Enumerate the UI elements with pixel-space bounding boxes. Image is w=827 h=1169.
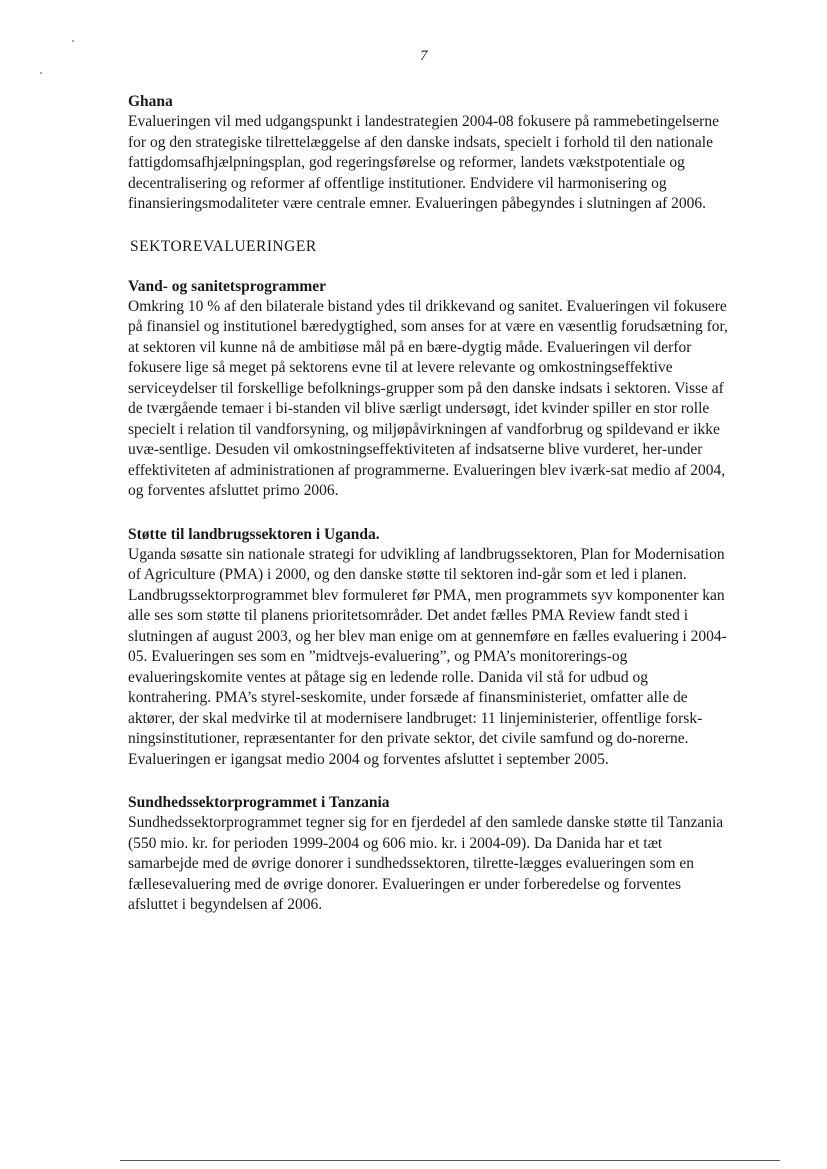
section-text-ghana: Evalueringen vil med udgangspunkt i landestrategien 2004-08 fokusere på rammebetingelserne for og den strategiske tilrettelæggelse af den danske indsats, specielt i forhold til den nationale fattigdomsafhjælpningsplan, god regeringsførelse og reformer, landets vækstpotentiale og decentralisering og reformer af offentlige institutioner. Endvidere vil harmonisering og finansieringsmodaliteter være centrale emner. Evalueringen påbegyndes i slutningen af 2006. xyxy=(128,113,719,212)
section-text-uganda: Uganda søsatte sin nationale strategi for udvikling af landbrugssektoren, Plan for Modernisation of Agriculture (PMA) i 2000, og den danske støtte til sektoren ind-går som et led i planen. Landbrugssektorprogrammet blev formuleret før PMA, men programmets syv komponenter kan alle ses som støtte til planens prioritetsområder. Det andet fælles PMA Review fandt sted i slutningen af august 2003, og her blev man enige om at gennemføre en fælles evaluering i 2004-05. Evalueringen ses som en ”midtvejs-evaluering”, og PMA’s monitorerings-og evalueringskomite ventes at påtage sig en ledende rolle. Danida vil stå for udbud og kontrahering. PMA’s styrel-seskomite, under forsæde af finansministeriet, omfatter alle de aktører, der skal medvirke til at modernisere landbruget: 11 linjeministerier, offentlige forsk-ningsinstitutioner, repræsentanter for den private sektor, det civile samfund og do-norerne. Evalueringen er igangsat medio 2004 og forventes afsluttet i september 2005. xyxy=(128,545,727,768)
document-body xyxy=(128,92,728,939)
section-water xyxy=(128,277,728,502)
section-uganda xyxy=(128,525,728,771)
section-title-ghana: Ghana xyxy=(128,93,173,110)
section-title-tanzania: Sundhedssektorprogrammet i Tanzania xyxy=(128,794,390,811)
page-number: 7 xyxy=(420,48,428,64)
scan-speck xyxy=(72,40,74,42)
section-text-tanzania: Sundhedssektorprogrammet tegner sig for en fjerdedel af den samlede danske støtte til Tanzania (550 mio. kr. for perioden 1999-2004 og 606 mio. kr. i 2004-09). Da Danida har et tæt samarbejde med de øvrige donorer i sundhedssektoren, tilrette-lægges evalueringen som en fællesevaluering med de øvrige donorer. Evalueringen er under forberedelse og forventes afsluttet i begyndelsen af 2006. xyxy=(128,814,724,913)
sector-evaluations-heading: SEKTOREVALUERINGER xyxy=(130,237,317,255)
section-text-water: Omkring 10 % af den bilaterale bistand ydes til drikkevand og sanitet. Evalueringen vil fokusere på finansiel og institutionel bæredygtighed, som anses for at være en væsentlig forudsætning for, at sektoren vil kunne nå de ambitiøse mål på en bære-dygtig måde. Evalueringen vil derfor fokusere lige så meget på sektorens evne til at levere relevante og omkostningseffektive serviceydelser til forskellige befolknings-grupper som på den danske indsats i sektoren. Visse af de tværgående temaer i bi-standen vil blive særligt undersøgt, idet kvinder spiller en stor rolle specielt i relation til vandforsyning, og miljøpåvirkningen af vandforbrug og spildevand er ikke uvæ-sentlige. Desuden vil omkostningseffektiviteten af indsatserne blive vurderet, her-under effektiviteten af administrationen af programmerne. Evalueringen blev iværk-sat medio af 2004, og forventes afsluttet primo 2006. xyxy=(128,297,728,499)
section-title-water: Vand- og sanitetsprogrammer xyxy=(128,277,327,295)
section-tanzania xyxy=(128,793,728,916)
scan-speck xyxy=(40,72,42,74)
section-ghana xyxy=(128,92,728,215)
section-title-uganda: Støtte til landbrugssektoren i Uganda. xyxy=(128,525,380,543)
footer-rule xyxy=(120,1160,780,1161)
